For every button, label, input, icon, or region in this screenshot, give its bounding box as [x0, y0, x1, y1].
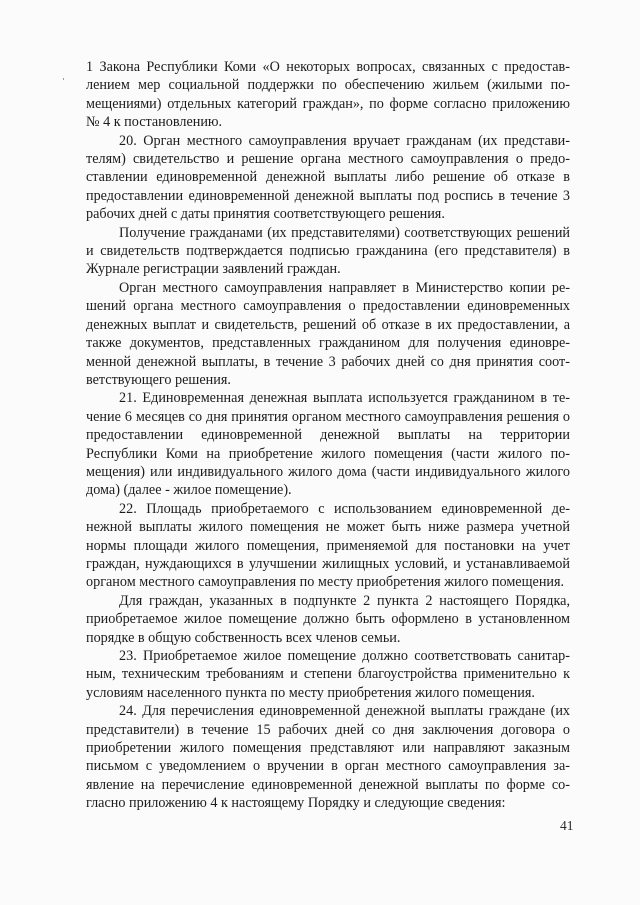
- paragraph-common-ownership: Для граждан, указанных в подпункте 2 пункта 2 настоящего Порядка, приобретаемое жилое помещение должно быть оформлено в установленном порядке в общую собственность всех членов семьи.: [86, 592, 570, 646]
- paragraph-item-20: 20. Орган местного самоуправления вручает гражданам (их представителям) свидетельство и решение органа местного самоуправления о предоставлении единовременной денежной выплаты либо решение об отказе в предоставлении единовременной денежной выплаты под роспись в течение 3 рабочих дней с даты принятия соответствующего решения.: [86, 132, 570, 223]
- paragraph-item-24: 24. Для перечисления единовременной денежной выплаты граждане (их представители) в течение 15 рабочих дней со дня заключения договора о приобретении жилого помещения представляют или направляют заказным письмом с уведомлением о вручении в орган местного самоуправления заявление на перечисление единовременной денежной выплаты по форме согласно приложению 4 к настоящему Порядку и следующие сведения:: [86, 703, 570, 812]
- body-text: [86, 58, 570, 813]
- paragraph-receipt-confirmation: Получение гражданами (их представителями) соответствующих решений и свидетельств подтверждается подписью гражданина (его представителя) в Журнале регистрации заявлений граждан.: [86, 224, 570, 278]
- paragraph-item-22: 22. Площадь приобретаемого с использованием единовременной денежной выплаты жилого помещения не может быть ниже размера учетной нормы площади жилого помещения, применяемой для постановки на учет граждан, нуждающихся в улучшении жилищных условий, и устанавливаемой органом местного самоуправления по месту приобретения жилого помещения.: [86, 500, 570, 591]
- paragraph-ministry-copies: Орган местного самоуправления направляет в Министерство копии решений органа местного самоуправления о предоставлении единовременных денежных выплат и свидетельств, решений об отказе в их предоставлении, а также документов, представленных гражданином для получения единовременной денежной выплаты, в течение 3 рабочих дней со дня принятия соответствующего решения.: [86, 279, 570, 388]
- paragraph-item-23: 23. Приобретаемое жилое помещение должно соответствовать санитарным, техническим требованиям и степени благоустройства применительно к условиям населенного пункта по месту приобретения жилого помещения.: [86, 648, 570, 701]
- page-number: 41: [560, 818, 574, 833]
- paragraph-item-21: 21. Единовременная денежная выплата используется гражданином в течение 6 месяцев со дня принятия органом местного самоуправления решения о предоставлении единовременной денежной выплаты на территории Республики Коми на приобретение жилого помещения (части жилого помещения) или индивидуального жилого дома (части индивидуального жилого дома) (далее - жилое помещение).: [86, 390, 570, 499]
- paragraph-continuation: 1 Закона Республики Коми «О некоторых вопросах, связанных с предоставлением мер социальной поддержки по обеспечению жильем (жилыми помещениями) отдельных категорий граждан», по форме согласно приложению № 4 к постановлению.: [86, 59, 570, 131]
- scan-speck: [63, 78, 64, 80]
